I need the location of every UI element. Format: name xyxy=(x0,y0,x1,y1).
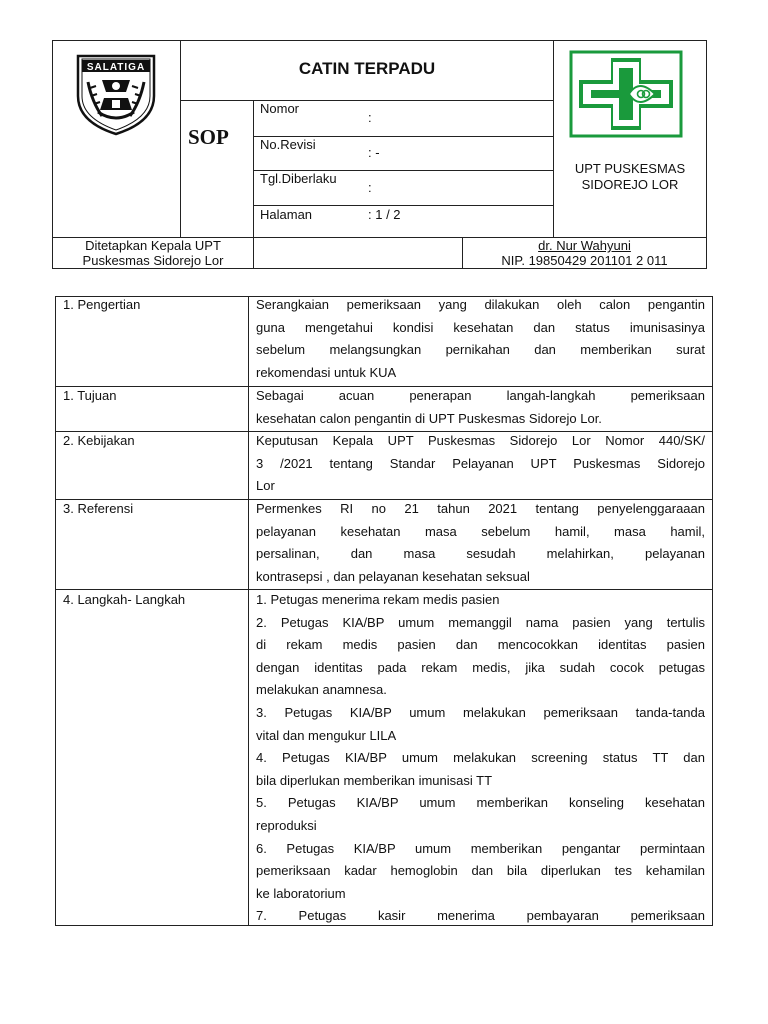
step-line: ke laboratorium xyxy=(256,885,346,901)
body-line: Serangkaian pemeriksaan yang dilakukan oleh calon pengantin xyxy=(256,297,705,312)
section-body-referensi xyxy=(256,498,705,588)
step-line: dengan identitas pada rekam medis, jika sudah cocok petugas xyxy=(256,659,705,675)
signature-label-line2: Puskesmas Sidorejo Lor xyxy=(82,253,224,268)
body-line: Lor xyxy=(256,478,275,494)
body-line: sebelum melangsungkan pernikahan dan memberikan surat xyxy=(256,342,705,358)
field-label-tgl: Tgl.Diberlaku xyxy=(260,171,337,186)
step-line: 2. Petugas KIA/BP umum memanggil nama pasien yang tertulis xyxy=(256,614,705,630)
body-line: Sebagai acuan penerapan langah-langkah pemeriksaan xyxy=(256,388,705,403)
body-line: persalinan, dan masa sesudah melahirkan, pelayanan xyxy=(256,546,705,562)
signatory-nip: NIP. 19850429 201101 2 011 xyxy=(501,253,668,268)
org-name-line1: UPT PUSKESMAS xyxy=(574,161,686,176)
section-label-tujuan: 1. Tujuan xyxy=(63,388,117,403)
step-line: vital dan mengukur LILA xyxy=(256,727,397,743)
document-title: CATIN TERPADU xyxy=(298,59,436,78)
step-line: 6. Petugas KIA/BP umum memberikan pengantar permintaan xyxy=(256,840,705,856)
section-label-pengertian: 1. Pengertian xyxy=(63,297,141,312)
body-line: pelayanan kesehatan masa sebelum hamil, masa hamil, xyxy=(256,523,705,539)
section-body-kebijakan xyxy=(256,430,705,498)
body-line: kesehatan calon pengantin di UPT Puskesmas Sidorejo Lor. xyxy=(256,410,602,426)
body-line: Permenkes RI no 21 tahun 2021 tentang penyelenggaraaan xyxy=(256,501,705,516)
section-body-tujuan xyxy=(256,385,705,430)
body-line: guna mengetahui kondisi kesehatan dan status imunisasinya xyxy=(256,319,705,335)
step-line: pemeriksaan kadar hemoglobin dan bila diperlukan tes kehamilan xyxy=(256,863,705,879)
body-line: 3 /2021 tentang Standar Pelayanan UPT Puskesmas Sidorejo xyxy=(256,455,705,471)
org-name-line2: SIDOREJO LOR xyxy=(581,177,679,192)
body-line: rekomendasi untuk KUA xyxy=(256,364,397,380)
field-label-halaman: Halaman xyxy=(260,207,313,222)
field-label-revisi: No.Revisi xyxy=(260,137,316,152)
field-value-revisi: : - xyxy=(368,145,380,160)
step-line: bila diperlukan memberikan imunisasi TT xyxy=(256,772,493,788)
step-line: 7. Petugas kasir menerima pembayaran pemeriksaan xyxy=(256,908,705,924)
body-line: kontrasepsi , dan pelayanan kesehatan seksual xyxy=(256,568,530,584)
step-line: 1. Petugas menerima rekam medis pasien xyxy=(256,592,500,607)
signature-label-line1: Ditetapkan Kepala UPT xyxy=(85,238,221,253)
section-label-referensi: 3. Referensi xyxy=(63,501,134,516)
city-crest-text: SALATIGA xyxy=(86,62,146,73)
puskesmas-cross-logo xyxy=(569,50,683,138)
field-value-halaman: : 1 / 2 xyxy=(368,207,401,222)
section-body-pengertian xyxy=(256,294,705,384)
body-line: Keputusan Kepala UPT Puskesmas Sidorejo Lor Nomor 440/SK/ xyxy=(256,433,705,448)
step-line: 4. Petugas KIA/BP umum melakukan screening status TT dan xyxy=(256,750,705,766)
field-value-nomor: : xyxy=(368,110,372,125)
sop-label: SOP xyxy=(188,125,229,149)
step-line: 3. Petugas KIA/BP umum melakukan pemeriksaan tanda-tanda xyxy=(256,704,705,720)
step-line: di rekam medis pasien dan mencocokkan identitas pasien xyxy=(256,637,705,653)
signatory-name: dr. Nur Wahyuni xyxy=(538,238,631,253)
step-line: melakukan anamnesa. xyxy=(256,682,387,698)
section-label-kebijakan: 2. Kebijakan xyxy=(63,433,135,448)
step-line: 5. Petugas KIA/BP umum memberikan konseling kesehatan xyxy=(256,795,705,811)
step-line: reproduksi xyxy=(256,817,317,833)
field-label-nomor: Nomor xyxy=(260,101,300,116)
field-value-tgl: : xyxy=(368,180,372,195)
section-label-langkah: 4. Langkah- Langkah xyxy=(63,592,186,607)
section-body-langkah xyxy=(256,589,705,928)
city-crest-logo xyxy=(72,52,160,136)
